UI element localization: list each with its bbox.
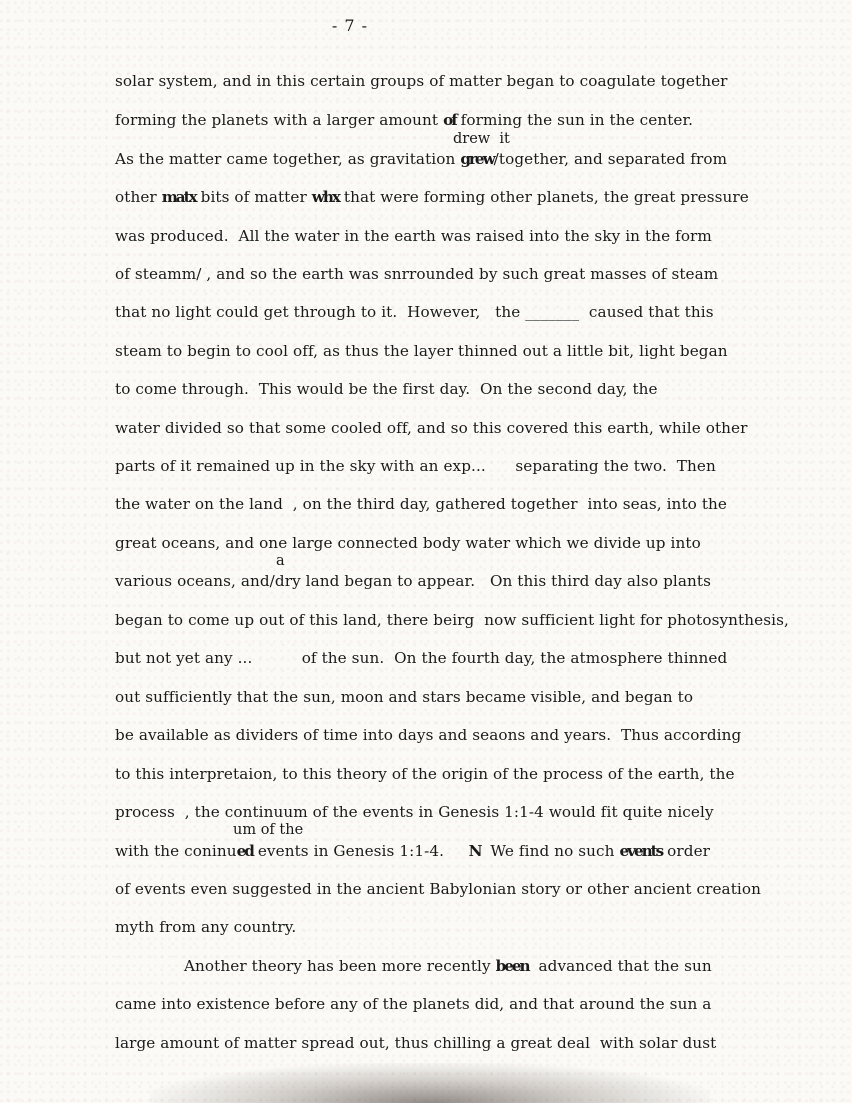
text-line — [115, 111, 693, 129]
text-line — [115, 842, 710, 860]
struck-out-text: ed — [236, 842, 253, 860]
text-line: various oceans, and/dry land began to appear. On this third day also plants — [115, 572, 711, 590]
page-number: - 7 - — [331, 16, 369, 35]
struck-out-text: events — [619, 842, 663, 860]
text-segment: We find no such — [480, 842, 620, 860]
text-segment: with the coninu — [115, 842, 237, 860]
text-line: the water on the land , on the third day, gathered together into seas, into the — [115, 495, 727, 513]
text-line: came into existence before any of the planets did, and that around the sun a — [115, 995, 712, 1013]
text-line: began to come up out of this land, there beirg now sufficient light for photosynthesis, — [115, 611, 789, 629]
text-line: great oceans, and one large connected body water which we divide up into — [115, 534, 701, 552]
struck-out-text: whx — [311, 188, 339, 206]
text-line: steam to begin to cool off, as thus the layer thinned out a little bit, light began — [115, 342, 728, 360]
text-line — [115, 150, 727, 168]
text-line: to this interpretaion, to this theory of the origin of the process of the earth, the — [115, 765, 735, 783]
text-segment: /together, and separated from — [493, 150, 728, 168]
text-line: out sufficiently that the sun, moon and stars became visible, and began to — [115, 688, 694, 706]
text-segment: that no light could get through to it. However, the — [115, 303, 526, 321]
text-line — [115, 957, 712, 975]
blank-underline: _______ — [525, 303, 580, 321]
text-line: was produced. All the water in the earth was raised into the sky in the form — [115, 227, 712, 245]
text-segment: other — [115, 188, 162, 206]
text-segment: Another theory has been more recently — [115, 957, 496, 975]
text-segment: forming the sun in the center. — [455, 111, 694, 129]
text-segment: events in Genesis 1:1-4. — [252, 842, 469, 860]
text-line: solar system, and in this certain groups of matter began to coagulate together — [115, 72, 728, 90]
text-line: but not yet any ... of the sun. On the fourth day, the atmosphere thinned — [115, 649, 728, 667]
text-line: to come through. This would be the first day. On the second day, the — [115, 380, 658, 398]
struck-out-text: grew — [460, 150, 494, 168]
text-line: be available as dividers of time into days and seaons and years. Thus according — [115, 726, 742, 744]
text-line: parts of it remained up in the sky with an exp... separating the two. Then — [115, 457, 716, 475]
text-line: water divided so that some cooled off, and so this covered this earth, while other — [115, 419, 748, 437]
text-line: of steamm/ , and so the earth was snrrounded by such great masses of steam — [115, 265, 719, 283]
text-line: myth from any country. — [115, 918, 297, 936]
text-segment: forming the planets with a larger amount — [115, 111, 444, 129]
text-segment: bits of matter — [195, 188, 312, 206]
interlinear-insertion: um of the — [233, 822, 304, 838]
text-line: process , the continuum of the events in Genesis 1:1-4 would fit quite nicely — [115, 803, 714, 821]
interlinear-insertion: a — [276, 553, 285, 569]
text-line — [115, 188, 749, 206]
struck-out-text: N — [468, 842, 481, 860]
interlinear-insertion: drew it — [453, 131, 510, 147]
text-line: large amount of matter spread out, thus chilling a great deal with solar dust — [115, 1034, 717, 1052]
struck-out-text: of — [443, 111, 456, 129]
text-line — [115, 303, 714, 321]
text-segment: caused that this — [579, 303, 714, 321]
scan-smudge — [150, 1063, 710, 1103]
text-line: of events even suggested in the ancient Babylonian story or other ancient creation — [115, 880, 761, 898]
struck-out-text: been — [495, 957, 529, 975]
text-segment: order — [662, 842, 711, 860]
text-segment: As the matter came together, as gravitation — [115, 150, 461, 168]
struck-out-text: matx — [161, 188, 196, 206]
text-segment: that were forming other planets, the great pressure — [338, 188, 749, 206]
text-segment: advanced that the sun — [528, 957, 712, 975]
